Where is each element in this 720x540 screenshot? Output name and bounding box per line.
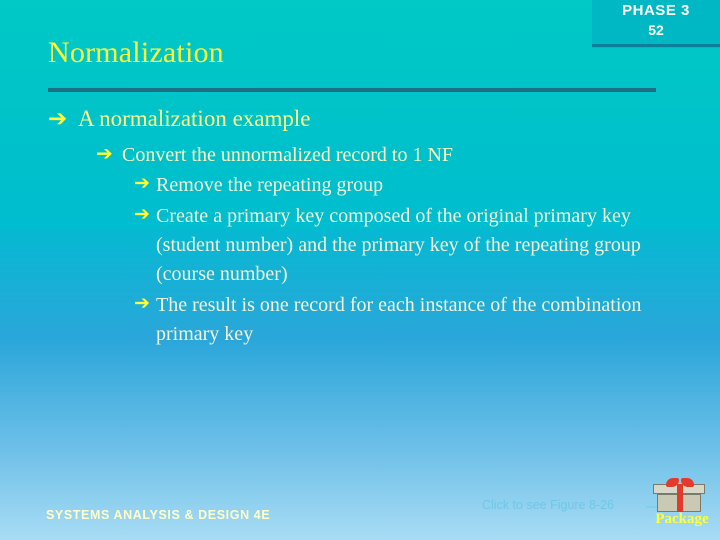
list-item: [48, 202, 688, 289]
footer-course-label: SYSTEMS ANALYSIS & DESIGN 4E: [46, 508, 271, 522]
list-item: [48, 141, 688, 169]
package-box-icon: [653, 478, 705, 512]
phase-banner: [592, 0, 720, 48]
arrow-icon: ➔: [48, 105, 68, 131]
arrow-icon: ➔: [96, 143, 113, 165]
arrow-icon: ➔: [134, 293, 150, 314]
package-icon[interactable]: [651, 478, 713, 534]
list-item: [48, 104, 688, 134]
title-divider: [48, 88, 656, 92]
list-item: [48, 171, 688, 200]
package-bow-right: [681, 478, 694, 487]
phase-banner-underline: [592, 44, 720, 47]
bullet-list: [48, 98, 688, 349]
list-item-label: Remove the repeating group: [156, 174, 384, 196]
phase-label: PHASE 3: [622, 2, 690, 19]
list-item-label: Create a primary key composed of the original primary key (student number) and the primary key of the repeating group (course number): [156, 205, 641, 285]
slide-number: 52: [648, 22, 664, 38]
arrow-icon: ➔: [134, 173, 150, 194]
package-ribbon: [677, 484, 683, 512]
figure-link[interactable]: Click to see Figure 8-26: [482, 498, 615, 512]
list-item: [48, 291, 688, 349]
list-item-label: Convert the unnormalized record to 1 NF: [122, 144, 454, 166]
arrow-icon: ➔: [134, 204, 150, 225]
package-label: Package: [655, 511, 709, 527]
list-item-label: The result is one record for each instance of the combination primary key: [156, 294, 642, 345]
page-title: Normalization: [48, 36, 224, 69]
list-item-label: A normalization example: [78, 106, 311, 131]
